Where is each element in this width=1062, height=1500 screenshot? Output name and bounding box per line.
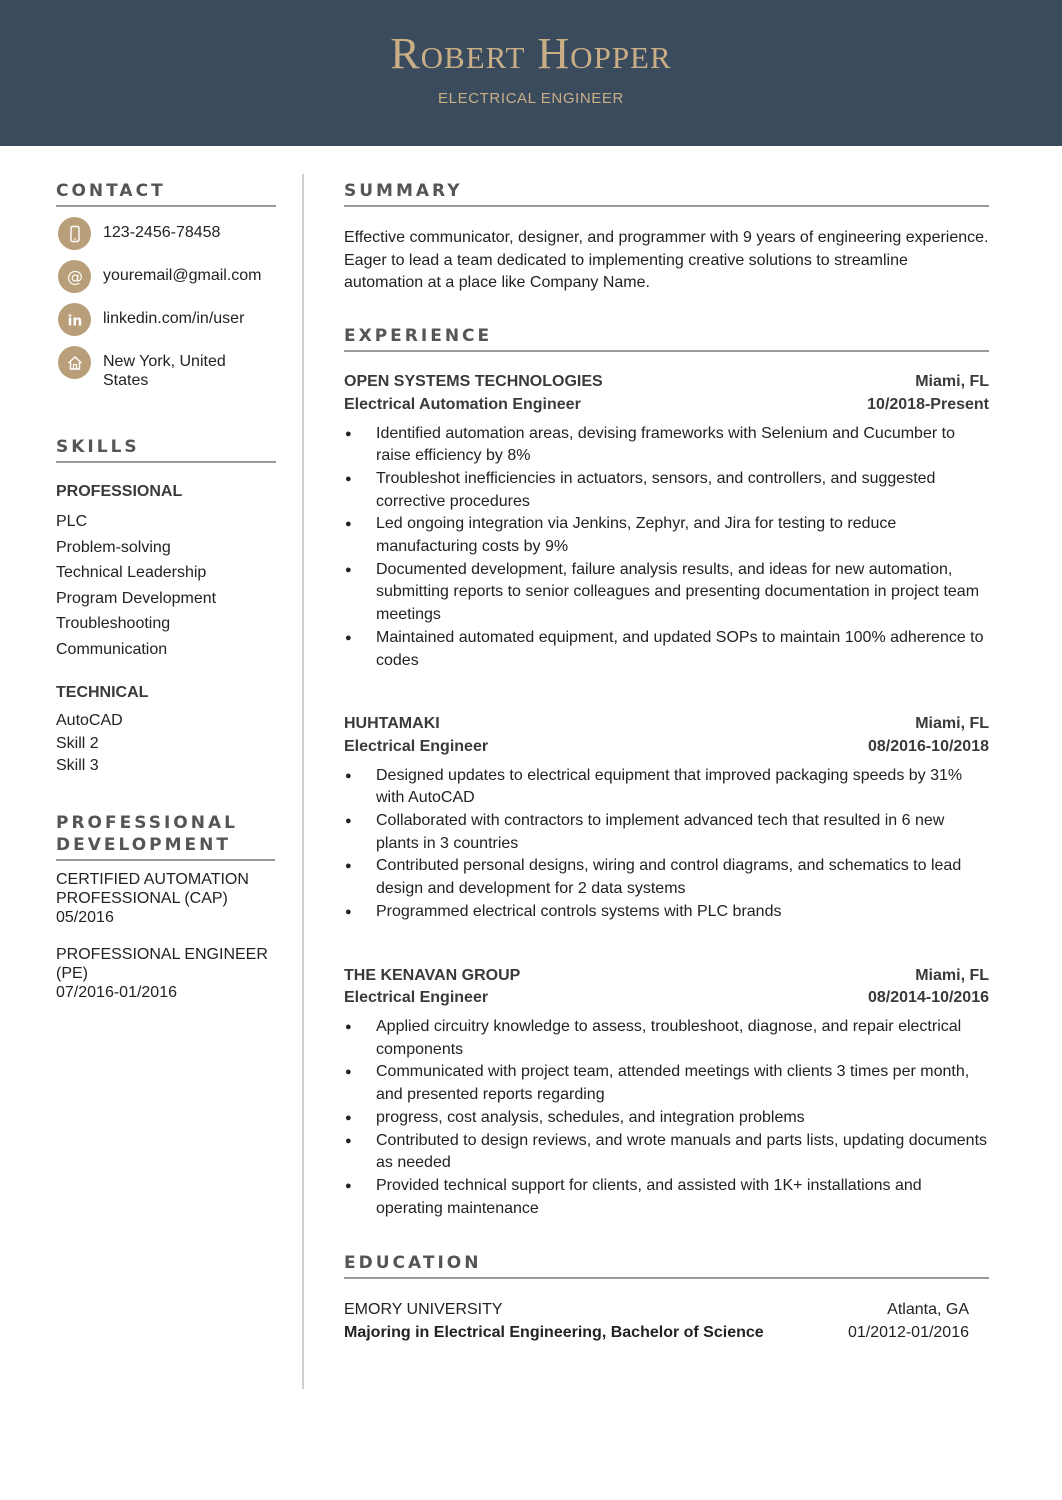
bullet-item: ● Troubleshot inefficiencies in actuators, sensors, and controllers, and suggested corrective procedures bbox=[344, 468, 989, 513]
contact-location-text: New York, United States bbox=[103, 353, 226, 389]
at-icon bbox=[58, 260, 91, 293]
home-icon bbox=[58, 346, 91, 379]
skill-item: Skill 3 bbox=[56, 757, 99, 775]
contact-location bbox=[56, 346, 276, 390]
job-title: ELECTRICAL ENGINEER bbox=[438, 90, 624, 107]
skills-heading: SKILLS bbox=[56, 436, 276, 463]
professional-skills-list bbox=[56, 509, 276, 662]
job-subheader bbox=[344, 736, 989, 759]
development-list bbox=[56, 870, 276, 1002]
education-entry bbox=[344, 1299, 989, 1344]
bullet-item: ● Contributed personal designs, wiring and control diagrams, and schematics to lead design and development for 2 data systems bbox=[344, 855, 989, 900]
education-degree: Majoring in Electrical Engineering, Bachelor of Science bbox=[344, 1324, 764, 1342]
development-title: PROFESSIONAL ENGINEER (PE) bbox=[56, 946, 268, 983]
bullet-item: ● Programmed electrical controls systems with PLC brands bbox=[344, 901, 989, 924]
contact-email bbox=[56, 260, 276, 293]
job-subheader bbox=[344, 987, 989, 1010]
bullet-item: ● Communicated with project team, attended meetings with clients 3 times per month, and presented reports regarding bbox=[344, 1061, 989, 1106]
left-column bbox=[56, 180, 276, 1002]
bullet-item: ● Contributed to design reviews, and wrote manuals and parts lists, updating documents as needed bbox=[344, 1130, 989, 1175]
candidate-name: Robert Hopper bbox=[390, 29, 672, 78]
job-location: Miami, FL bbox=[915, 966, 989, 984]
development-item bbox=[56, 870, 276, 927]
job-bullets bbox=[344, 423, 989, 673]
contact-linkedin-text: linkedin.com/in/user bbox=[103, 310, 245, 327]
job-company: OPEN SYSTEMS TECHNOLOGIES bbox=[344, 373, 603, 391]
bullet-item: ● Applied circuitry knowledge to assess, troubleshoot, diagnose, and repair electrical components bbox=[344, 1016, 989, 1061]
bullet-item: ● Led ongoing integration via Jenkins, Zephyr, and Jira for testing to reduce manufacturing costs by 9% bbox=[344, 513, 989, 558]
contact-phone-text: 123-2456-78458 bbox=[103, 224, 221, 241]
job-entry bbox=[344, 713, 989, 923]
job-location: Miami, FL bbox=[915, 715, 989, 733]
development-title: CERTIFIED AUTOMATION PROFESSIONAL (CAP) bbox=[56, 871, 249, 908]
development-date: 07/2016-01/2016 bbox=[56, 984, 177, 1002]
job-role: Electrical Engineer bbox=[344, 989, 489, 1007]
experience-heading: EXPERIENCE bbox=[344, 325, 989, 352]
svg-text:@: @ bbox=[66, 266, 83, 286]
technical-skills-label: TECHNICAL bbox=[56, 684, 149, 701]
job-company: HUHTAMAKI bbox=[344, 715, 440, 733]
job-company: THE KENAVAN GROUP bbox=[344, 966, 521, 984]
bullet-item: ● Collaborated with contractors to implement advanced tech that resulted in 6 new plants in 3 countries bbox=[344, 810, 989, 855]
job-header bbox=[344, 965, 989, 988]
contact-linkedin bbox=[56, 303, 276, 336]
education-dates: 01/2012-01/2016 bbox=[848, 1324, 969, 1342]
contact-list bbox=[56, 217, 276, 390]
contact-phone bbox=[56, 217, 276, 250]
resume-header bbox=[0, 0, 1062, 146]
job-subheader bbox=[344, 394, 989, 417]
bullet-item: ● Identified automation areas, devising frameworks with Selenium and Cucumber to raise efficiency by 8% bbox=[344, 423, 989, 468]
contact-heading: CONTACT bbox=[56, 180, 276, 207]
bullet-item: ● Documented development, failure analysis results, and ideas for new automation, submitting reports to senior colleagues and presenting documentation in project team meetings bbox=[344, 559, 989, 627]
summary-text: Effective communicator, designer, and programmer with 9 years of engineering experience. Eager to lead a team dedicated to implementing creative solutions to streamline automation at a place like Company Name. bbox=[344, 229, 989, 292]
job-header bbox=[344, 713, 989, 736]
linkedin-icon bbox=[58, 303, 91, 336]
development-heading: PROFESSIONAL DEVELOPMENT bbox=[56, 812, 275, 861]
education-degree-row bbox=[344, 1322, 969, 1345]
job-entry bbox=[344, 371, 989, 672]
skill-item: Problem-solving bbox=[56, 538, 171, 556]
job-role: Electrical Automation Engineer bbox=[344, 395, 581, 413]
right-column bbox=[344, 180, 989, 1345]
job-dates: 08/2016-10/2018 bbox=[868, 737, 989, 755]
development-date: 05/2016 bbox=[56, 909, 114, 927]
job-role: Electrical Engineer bbox=[344, 737, 489, 755]
contact-email-text: youremail@gmail.com bbox=[103, 267, 262, 284]
skill-item: Skill 2 bbox=[56, 734, 99, 752]
education-school: EMORY UNIVERSITY bbox=[344, 1301, 503, 1319]
skill-item: PLC bbox=[56, 513, 88, 530]
job-entry bbox=[344, 965, 989, 1221]
skill-item: Technical Leadership bbox=[56, 564, 207, 581]
skill-item: Communication bbox=[56, 640, 168, 658]
skill-item: Program Development bbox=[56, 589, 217, 607]
skill-item: Troubleshooting bbox=[56, 615, 171, 632]
job-dates: 10/2018-Present bbox=[867, 395, 989, 413]
summary-heading: SUMMARY bbox=[344, 180, 989, 207]
job-bullets bbox=[344, 765, 989, 924]
bullet-item: ● Maintained automated equipment, and updated SOPs to maintain 100% adherence to codes bbox=[344, 627, 989, 672]
bullet-item: ● progress, cost analysis, schedules, and integration problems bbox=[344, 1107, 989, 1130]
professional-skills-label: PROFESSIONAL bbox=[56, 483, 183, 500]
skill-item: AutoCAD bbox=[56, 712, 123, 729]
technical-skills-list bbox=[56, 710, 276, 778]
development-item bbox=[56, 945, 276, 1002]
job-header bbox=[344, 371, 989, 394]
phone-icon bbox=[58, 217, 91, 250]
job-location: Miami, FL bbox=[915, 373, 989, 391]
column-divider bbox=[302, 174, 304, 1389]
education-school-row bbox=[344, 1299, 969, 1322]
job-dates: 08/2014-10/2016 bbox=[868, 989, 989, 1007]
job-bullets bbox=[344, 1016, 989, 1220]
svg-text:in: in bbox=[67, 313, 82, 329]
bullet-item: ● Provided technical support for clients, and assisted with 1K+ installations and operating maintenance bbox=[344, 1175, 989, 1220]
education-heading: EDUCATION bbox=[344, 1252, 989, 1279]
bullet-item: ● Designed updates to electrical equipment that improved packaging speeds by 31% with AutoCAD bbox=[344, 765, 989, 810]
education-location: Atlanta, GA bbox=[887, 1301, 969, 1319]
